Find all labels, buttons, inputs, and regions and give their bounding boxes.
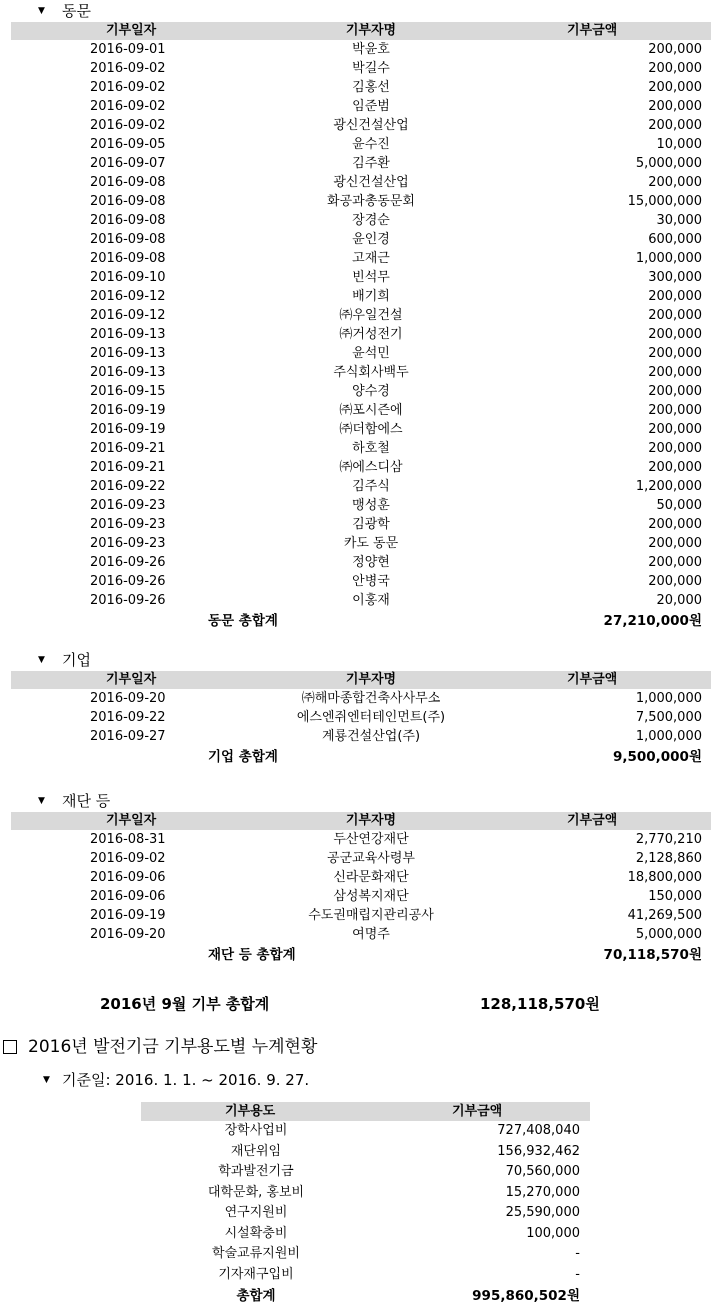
- section-total: 재단 등 총합계 70,118,570원: [208, 947, 702, 963]
- donation-amount: 2,770,210: [635, 832, 702, 847]
- donation-date: 2016-09-21: [90, 441, 166, 456]
- donation-amount: 200,000: [648, 175, 702, 190]
- table-row: [141, 1244, 590, 1265]
- usage-amount: -: [575, 1246, 580, 1261]
- donation-amount: 200,000: [648, 61, 702, 76]
- donation-date: 2016-09-01: [90, 42, 166, 57]
- section-total: 기업 총합계 9,500,000원: [208, 749, 702, 765]
- usage-amount: 156,932,462: [497, 1143, 580, 1159]
- usage-category: 학과발전기금: [218, 1164, 294, 1179]
- donor-name: 임준범: [352, 99, 390, 114]
- donation-date: 2016-09-19: [90, 908, 166, 923]
- donor-name: ㈜해마종합건축사사무소: [301, 691, 441, 706]
- donor-name: 김주환: [352, 156, 390, 171]
- donation-date: 2016-09-27: [90, 729, 166, 744]
- table-row: [11, 192, 711, 211]
- table-row: [141, 1142, 590, 1163]
- usage-category: 기자재구입비: [218, 1266, 294, 1282]
- donation-date: 2016-09-02: [90, 99, 166, 114]
- table-row: [11, 906, 711, 925]
- donation-date: 2016-09-26: [90, 593, 166, 608]
- table-row: [11, 925, 711, 944]
- donation-date: 2016-09-22: [90, 479, 166, 494]
- usage-amount: 15,270,000: [505, 1184, 580, 1200]
- donation-amount: 200,000: [648, 327, 702, 342]
- table-row: [141, 1224, 590, 1245]
- donation-date: 2016-09-23: [90, 536, 166, 551]
- donation-amount: 2,128,860: [635, 851, 702, 866]
- donor-name: 화공과총동문회: [327, 194, 415, 209]
- table-row: [11, 689, 711, 708]
- table-row: [141, 1183, 590, 1204]
- square-bullet-icon: [3, 1040, 17, 1054]
- donor-name: 빈석무: [352, 270, 390, 285]
- usage-category: 대학문화, 홍보비: [207, 1184, 305, 1200]
- donation-date: 2016-09-02: [90, 118, 166, 133]
- donor-name: 김홍선: [352, 80, 390, 95]
- donation-amount: 200,000: [648, 99, 702, 114]
- donation-amount: 18,800,000: [627, 870, 702, 885]
- donation-date: 2016-09-08: [90, 251, 166, 266]
- table-row: [11, 382, 711, 401]
- donation-amount: 200,000: [648, 403, 702, 418]
- table-row: [11, 553, 711, 572]
- donor-name: 박길수: [352, 61, 390, 76]
- donor-name: ㈜우일건설: [339, 308, 403, 323]
- table-row: [11, 173, 711, 192]
- table-row: [11, 344, 711, 363]
- usage-amount: 70,560,000: [505, 1164, 580, 1179]
- table-row: [141, 1162, 590, 1183]
- usage-category: 재단위임: [230, 1143, 282, 1159]
- donor-name: 공군교육사령부: [327, 851, 415, 866]
- table-header: 기부용도 기부금액: [141, 1102, 590, 1121]
- table-row: [11, 268, 711, 287]
- donor-name: 에스엔쥐엔터테인먼트(주): [296, 710, 446, 725]
- section-corporate: [0, 649, 715, 768]
- donation-amount: 200,000: [648, 346, 702, 361]
- table-row: [11, 439, 711, 458]
- donation-amount: 7,500,000: [635, 710, 702, 725]
- section-title: ▼ 기업: [38, 651, 91, 669]
- table-row: [11, 458, 711, 477]
- usage-category: 학술교류지원비: [212, 1246, 300, 1261]
- donor-name: 여명주: [352, 927, 390, 942]
- donor-name: 윤수진: [352, 137, 390, 152]
- donation-amount: 200,000: [648, 517, 702, 532]
- donation-date: 2016-09-07: [90, 156, 166, 171]
- table-row: [11, 727, 711, 746]
- table-header: 기부일자 기부자명 기부금액: [11, 812, 711, 830]
- donation-amount: 600,000: [648, 232, 702, 247]
- table-row: [11, 230, 711, 249]
- donor-name: 하호철: [352, 441, 390, 456]
- usage-category: 장학사업비: [224, 1123, 288, 1138]
- donor-name: 박윤호: [352, 42, 390, 57]
- donor-name: 김주식: [352, 479, 390, 494]
- section-foundation: [0, 790, 715, 966]
- donation-amount: 30,000: [656, 213, 702, 228]
- table-row: [11, 59, 711, 78]
- donor-name: 계룡건설산업(주): [321, 729, 421, 744]
- table-row: [11, 97, 711, 116]
- table-row: [11, 40, 711, 59]
- donation-amount: 200,000: [648, 308, 702, 323]
- donation-amount: 200,000: [648, 384, 702, 399]
- donor-name: 두산연강재단: [333, 832, 409, 847]
- usage-amount: 100,000: [526, 1225, 580, 1241]
- donation-date: 2016-09-13: [90, 346, 166, 361]
- donor-name: 양수경: [352, 384, 390, 399]
- donation-date: 2016-09-08: [90, 194, 166, 209]
- section-title: ▼ 재단 등: [38, 792, 111, 810]
- table-row: [11, 116, 711, 135]
- donor-name: 맹성훈: [352, 498, 390, 513]
- table-row: [11, 249, 711, 268]
- donation-amount: 200,000: [648, 118, 702, 133]
- donor-name: 고재근: [352, 251, 390, 266]
- donor-name: ㈜더함에스: [339, 422, 403, 437]
- donation-amount: 1,000,000: [635, 729, 702, 744]
- donation-date: 2016-09-13: [90, 365, 166, 380]
- donor-name: 수도권매립지관리공사: [308, 908, 434, 923]
- table-row: [11, 306, 711, 325]
- donation-date: 2016-09-19: [90, 422, 166, 437]
- donor-name: 김광학: [352, 517, 390, 532]
- donor-name: 윤인경: [352, 232, 390, 247]
- donation-date: 2016-09-22: [90, 710, 166, 725]
- donation-amount: 1,000,000: [635, 691, 702, 706]
- donation-amount: 5,000,000: [635, 927, 702, 942]
- donor-name: 주식회사백두: [333, 365, 409, 380]
- donation-amount: 1,200,000: [635, 479, 702, 494]
- donation-date: 2016-09-23: [90, 498, 166, 513]
- donation-date: 2016-09-02: [90, 851, 166, 866]
- usage-category: 시설확충비: [224, 1225, 288, 1241]
- donation-amount: 200,000: [648, 42, 702, 57]
- usage-table: [141, 1102, 590, 1307]
- table-row: [11, 211, 711, 230]
- table-row: [141, 1265, 590, 1286]
- donation-date: 2016-09-26: [90, 574, 166, 589]
- donation-amount: 200,000: [648, 441, 702, 456]
- donation-date: 2016-09-08: [90, 232, 166, 247]
- donation-date: 2016-09-02: [90, 80, 166, 95]
- donor-name: ㈜에스디삼: [339, 460, 403, 475]
- section-alumni: [0, 0, 715, 632]
- bullet-triangle-icon: ▼: [38, 655, 45, 665]
- donation-date: 2016-09-20: [90, 691, 166, 706]
- donation-amount: 300,000: [648, 270, 702, 285]
- table-row: [11, 78, 711, 97]
- donation-date: 2016-09-08: [90, 213, 166, 228]
- table-row: [11, 887, 711, 906]
- donation-date: 2016-09-19: [90, 403, 166, 418]
- donation-amount: 200,000: [648, 574, 702, 589]
- table-row: [11, 477, 711, 496]
- donation-date: 2016-09-06: [90, 870, 166, 885]
- usage-amount: -: [575, 1266, 580, 1282]
- donor-name: 삼성복지재단: [333, 889, 409, 904]
- usage-amount: 727,408,040: [497, 1123, 580, 1138]
- donation-date: 2016-09-23: [90, 517, 166, 532]
- donation-date: 2016-09-20: [90, 927, 166, 942]
- donation-amount: 200,000: [648, 536, 702, 551]
- donation-date: 2016-09-10: [90, 270, 166, 285]
- usage-total: 총합계 995,860,502원: [236, 1288, 580, 1304]
- donation-date: 2016-09-12: [90, 308, 166, 323]
- donor-name: ㈜포시즌에: [339, 403, 403, 418]
- bullet-triangle-icon: ▼: [38, 6, 45, 16]
- donation-date: 2016-09-21: [90, 460, 166, 475]
- table-header: 기부일자 기부자명 기부금액: [11, 22, 711, 40]
- donation-date: 2016-09-15: [90, 384, 166, 399]
- table-row: [11, 420, 711, 439]
- donation-amount: 200,000: [648, 289, 702, 304]
- table-row: [11, 496, 711, 515]
- table-row: [11, 830, 711, 849]
- donor-name: 신라문화재단: [333, 870, 409, 885]
- table-row: [11, 325, 711, 344]
- donation-amount: 20,000: [656, 593, 702, 608]
- donation-amount: 200,000: [648, 80, 702, 95]
- donation-date: 2016-09-26: [90, 555, 166, 570]
- donation-date: 2016-08-31: [90, 832, 166, 847]
- donation-amount: 50,000: [656, 498, 702, 513]
- bullet-triangle-icon: ▼: [38, 796, 45, 806]
- donor-name: 배기희: [352, 289, 390, 304]
- table-row: [11, 287, 711, 306]
- donor-name: 광신건설산업: [333, 175, 409, 190]
- donor-name: 이홍재: [352, 593, 390, 608]
- table-row: [141, 1203, 590, 1224]
- donor-name: 안병국: [352, 574, 390, 589]
- donation-amount: 41,269,500: [627, 908, 702, 923]
- section-total: 동문 총합계 27,210,000원: [208, 613, 702, 629]
- donation-amount: 200,000: [648, 365, 702, 380]
- donation-amount: 200,000: [648, 422, 702, 437]
- table-row: [11, 572, 711, 591]
- usage-category: 연구지원비: [224, 1205, 288, 1220]
- donation-amount: 5,000,000: [635, 156, 702, 171]
- grand-total: 2016년 9월 기부 총합계 128,118,570원: [100, 995, 600, 1013]
- table-row: [11, 534, 711, 553]
- table-header: 기부일자 기부자명 기부금액: [11, 671, 711, 689]
- donation-date: 2016-09-02: [90, 61, 166, 76]
- donation-amount: 15,000,000: [627, 194, 702, 209]
- donation-amount: 200,000: [648, 460, 702, 475]
- table-row: [11, 515, 711, 534]
- table-row: [11, 401, 711, 420]
- table-row: [141, 1121, 590, 1142]
- donor-name: 광신건설산업: [333, 118, 409, 133]
- donor-name: 카도 동문: [343, 536, 399, 551]
- donor-name: 윤석민: [352, 346, 390, 361]
- table-row: [11, 363, 711, 382]
- donation-amount: 1,000,000: [635, 251, 702, 266]
- table-row: [11, 849, 711, 868]
- table-row: [11, 591, 711, 610]
- bullet-triangle-icon: ▼: [43, 1075, 50, 1085]
- donation-date: 2016-09-12: [90, 289, 166, 304]
- donation-amount: 200,000: [648, 555, 702, 570]
- donation-amount: 10,000: [656, 137, 702, 152]
- donation-date: 2016-09-06: [90, 889, 166, 904]
- donation-amount: 150,000: [648, 889, 702, 904]
- table-row: [11, 154, 711, 173]
- section-title: ▼ 동문: [38, 2, 91, 20]
- usage-amount: 25,590,000: [505, 1205, 580, 1220]
- table-row: [11, 135, 711, 154]
- donation-date: 2016-09-13: [90, 327, 166, 342]
- donor-name: 정양현: [352, 555, 390, 570]
- donor-name: ㈜거성전기: [339, 327, 403, 342]
- table-row: [11, 868, 711, 887]
- table-row: [11, 708, 711, 727]
- donor-name: 장경순: [352, 213, 390, 228]
- donation-date: 2016-09-08: [90, 175, 166, 190]
- donation-date: 2016-09-05: [90, 137, 166, 152]
